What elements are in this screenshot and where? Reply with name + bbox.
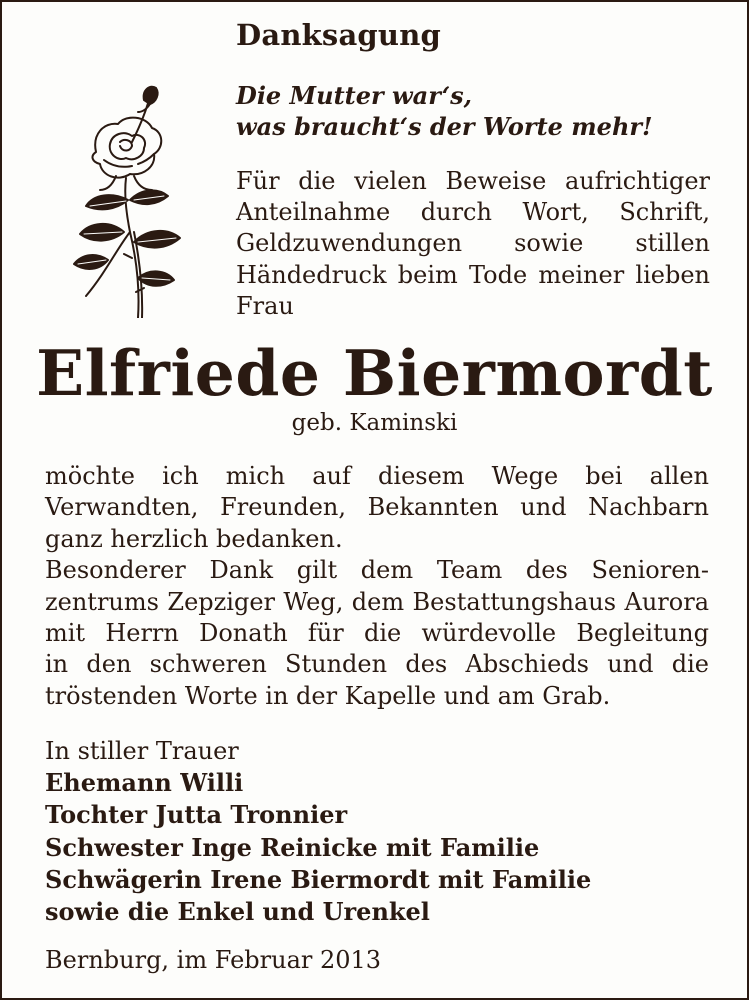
body-line: Verwandten, Freunden, Bekannten und Nachbarn xyxy=(45,493,709,522)
closing-intro: In stiller Trauer xyxy=(45,737,239,765)
mourner: Ehemann Willi xyxy=(45,768,244,798)
mourner: sowie die Enkel und Urenkel xyxy=(45,897,430,927)
body-line: in den schweren Stunden des Abschieds und die xyxy=(45,650,709,679)
intro-line: Für die vielen Beweise aufrichtiger xyxy=(236,167,710,195)
body-line: ganz herzlich bedanken. xyxy=(45,524,343,553)
intro-line: Geldzuwendungen sowie stillen xyxy=(236,229,710,258)
deceased-name: Elfriede Biermordt xyxy=(36,336,713,410)
place-date: Bernburg, im Februar 2013 xyxy=(45,946,382,974)
body-line: tröstenden Worte in der Kapelle und am Grab. xyxy=(45,681,611,710)
birth-name: geb. Kaminski xyxy=(291,410,458,436)
body-line: zentrums Zepziger Weg, dem Bestattungshaus Aurora xyxy=(45,587,709,616)
quote-line: was braucht‘s der Worte mehr! xyxy=(236,112,653,141)
heading: Danksagung xyxy=(236,18,441,52)
closing-block xyxy=(45,735,709,928)
quote xyxy=(236,80,653,142)
mourner: Schwägerin Irene Biermordt mit Familie xyxy=(45,864,592,894)
intro-line: Frau xyxy=(236,291,294,320)
intro-text xyxy=(236,166,710,322)
body-line: möchte ich mich auf diesem Wege bei allen xyxy=(45,462,709,490)
mourner: Tochter Jutta Tronnier xyxy=(45,800,348,830)
rose-icon xyxy=(46,82,194,318)
intro-line: Anteilnahme durch Wort, Schrift, xyxy=(236,198,710,227)
body-line: mit Herrn Donath für die würdevolle Begleitung xyxy=(45,619,709,648)
body-line: Besonderer Dank gilt dem Team des Senioren- xyxy=(45,556,709,585)
quote-line: Die Mutter war‘s, xyxy=(236,81,472,110)
intro-line: Händedruck beim Tode meiner lieben xyxy=(236,260,710,289)
mourner: Schwester Inge Reinicke mit Familie xyxy=(45,832,540,862)
body-text xyxy=(45,461,709,712)
